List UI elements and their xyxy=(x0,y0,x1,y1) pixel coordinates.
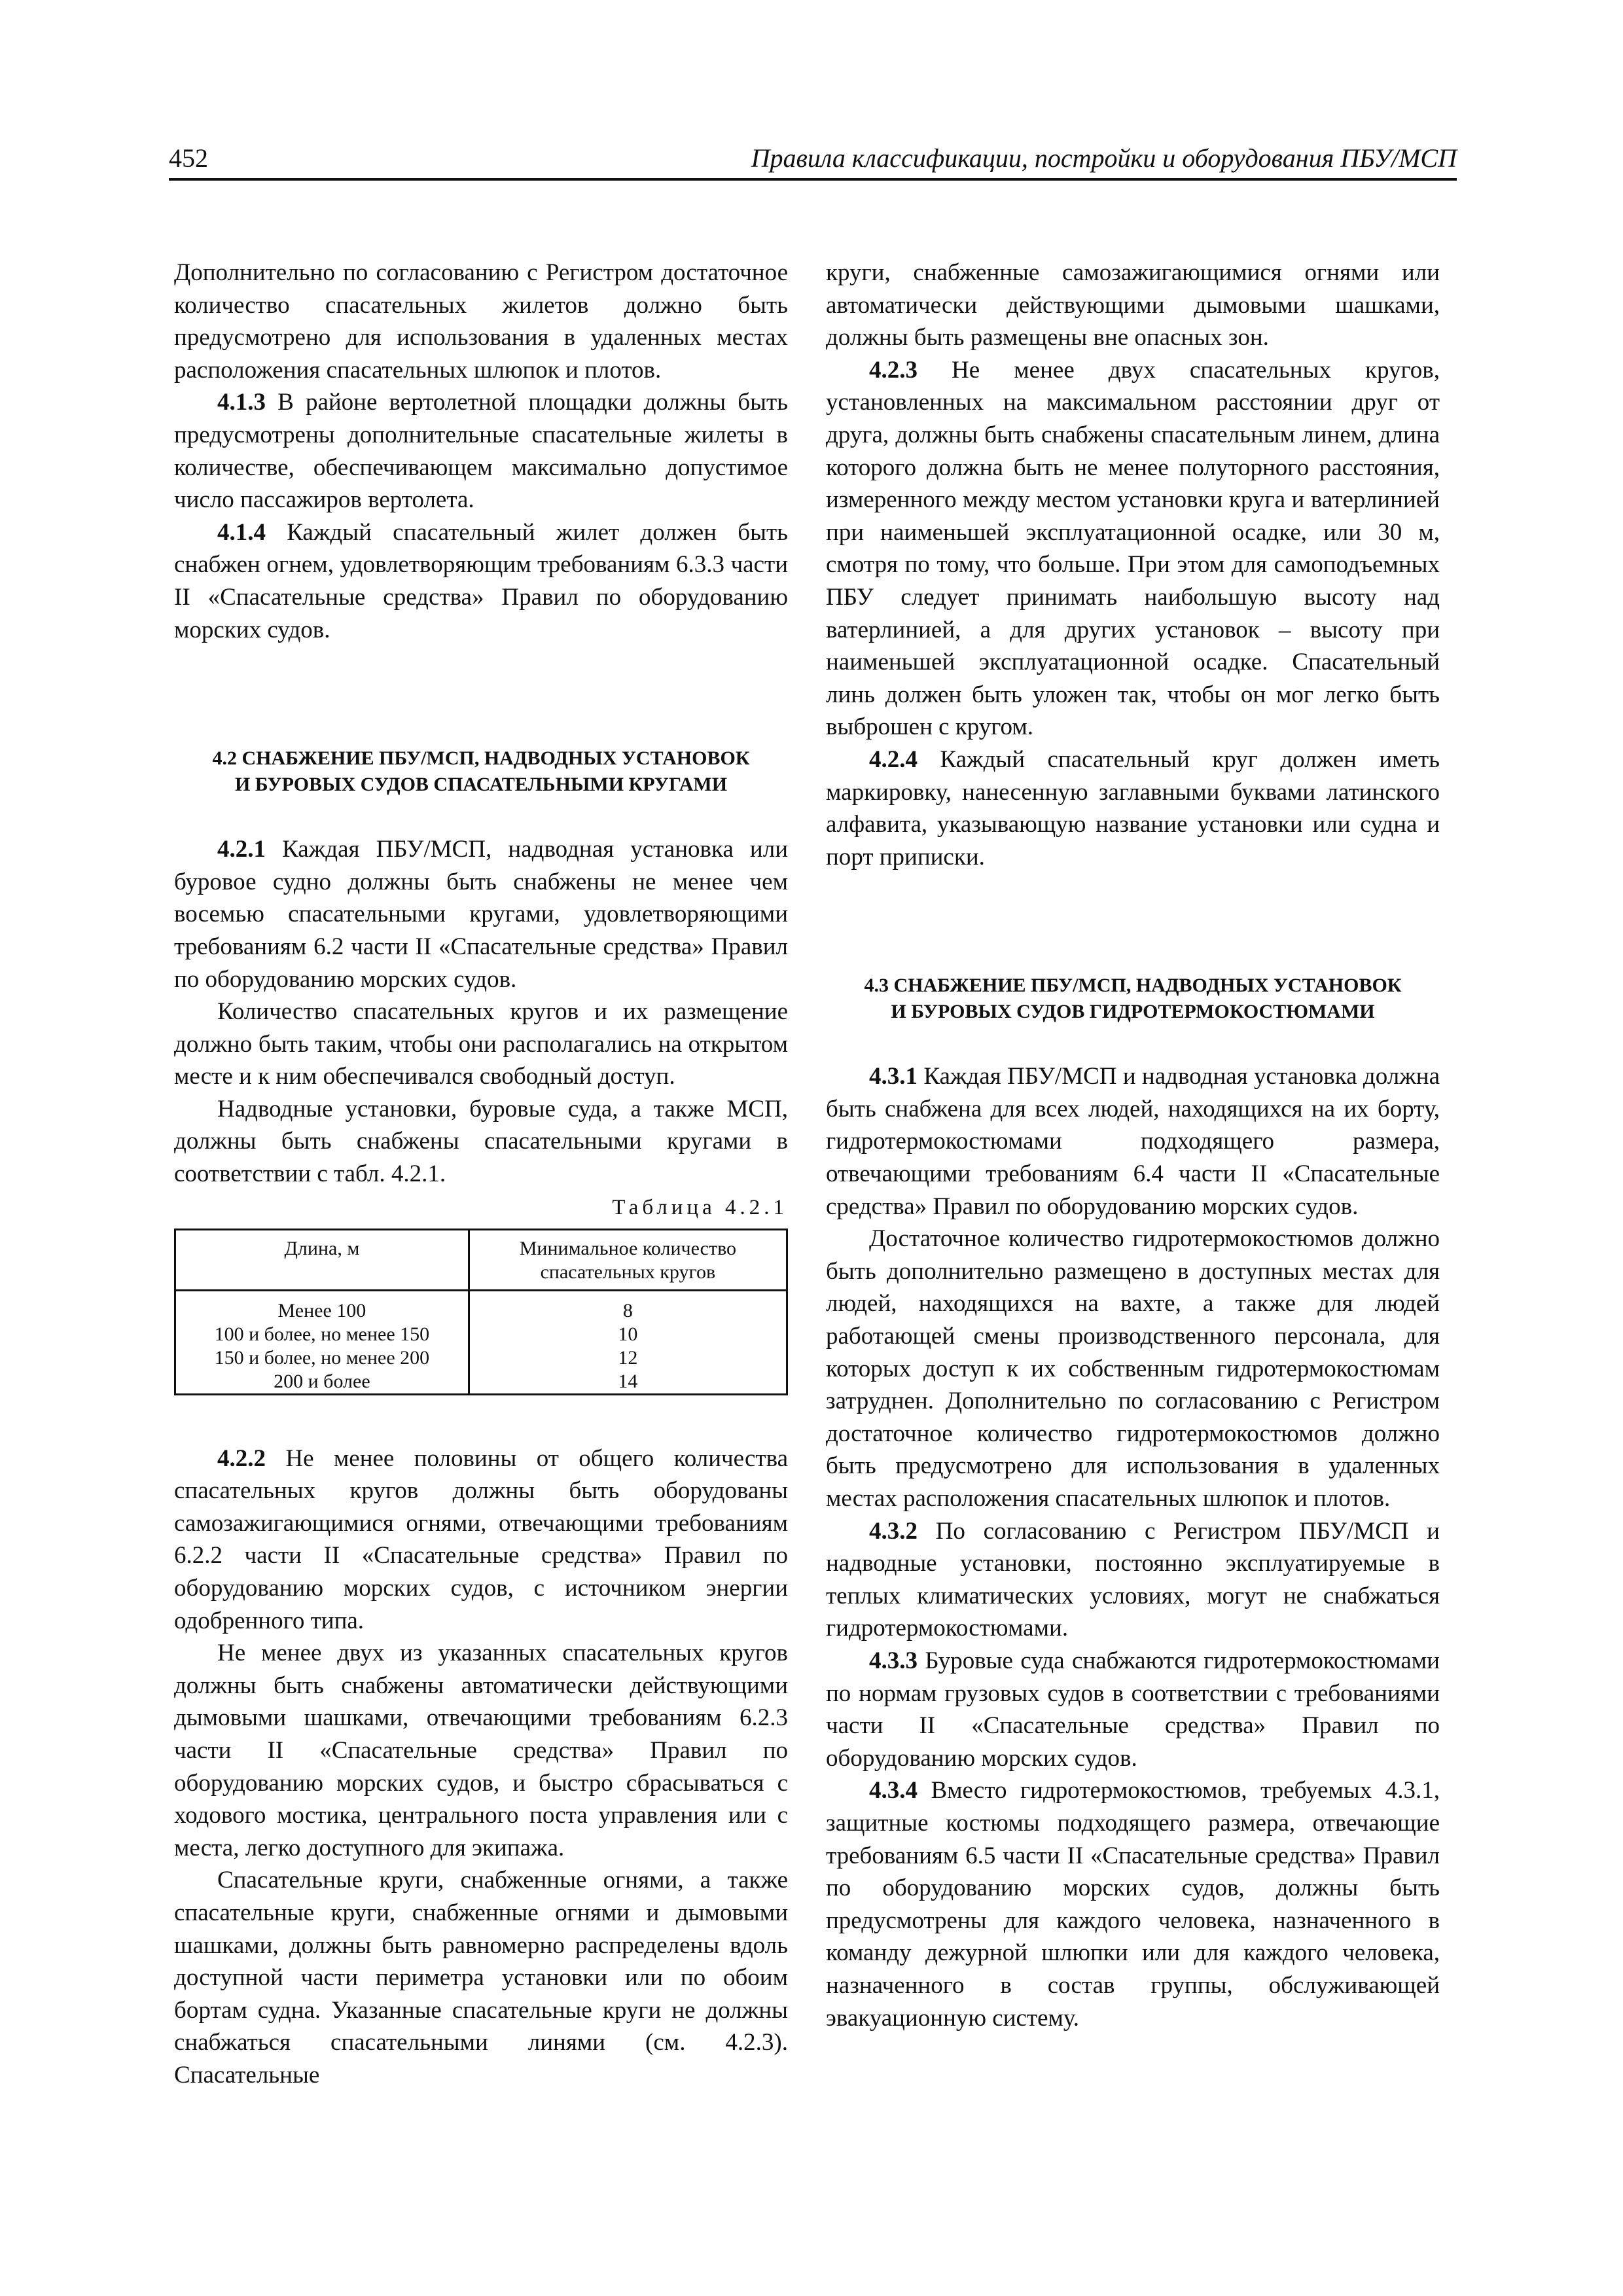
clause-number: 4.3.4 xyxy=(869,1777,918,1804)
table-cell-count: 10 xyxy=(469,1323,787,1346)
left-column xyxy=(174,257,788,2092)
table-cell-count: 8 xyxy=(469,1290,787,1323)
paragraph-4-1-4 xyxy=(174,516,788,646)
paragraph: круги, снабженные самозажигающимися огнями или автоматически действующими дымовыми шашками, должны быть размещены вне опасных зон. xyxy=(826,259,1440,351)
table-header-count: Минимальное количество спасательных кругов xyxy=(469,1229,787,1290)
table-cell-length: 100 и более, но менее 150 xyxy=(175,1323,469,1346)
clause-text: В районе вертолетной площадки должны быть предусмотрены дополнительные спасательные жилеты в количестве, обеспечивающем максимально допустимое число пассажиров вертолета. xyxy=(174,389,788,514)
clause-text: Каждый спасательный жилет должен быть снабжен огнем, удовлетворяющим требованиям 6.3.3 части II «Спасательные средства» Правил по оборудованию морских судов. xyxy=(174,518,788,643)
clause-text: Буровые суда снабжаются гидротермокостюмами по нормам грузовых судов в соответствии с требованиями части II «Спасательные средства» Правил по оборудованию морских судов. xyxy=(826,1647,1440,1772)
clause-number: 4.3.3 xyxy=(869,1647,918,1674)
table-header-row xyxy=(175,1229,787,1290)
clause-text: Вместо гидротермокостюмов, требуемых 4.3.1, защитные костюмы подходящего размера, отвечающие требованиям 6.5 части II «Спасательные средства» Правил по оборудованию морских судов, должны быть предусмотрены для каждого человека, назначенного в команду дежурной шлюпки или для каждого человека, назначенного в состав группы, обслуживающей эвакуационную систему. xyxy=(826,1777,1440,2032)
clause-number: 4.2.4 xyxy=(869,745,918,773)
clause-text: Каждая ПБУ/МСП, надводная установка или буровое судно должны быть снабжены не менее чем восемью спасательными кругами, удовлетворяющими требованиям 6.2 части II «Спасательные средства» Правил по оборудованию морских судов. xyxy=(174,836,788,993)
table-cell-count: 14 xyxy=(469,1370,787,1395)
header-rule xyxy=(169,178,1457,181)
right-column xyxy=(826,257,1440,2034)
section-heading-4-2 xyxy=(174,745,788,798)
clause-text: Не менее половины от общего количества спасательных кругов должны быть оборудованы самозажигающимися огнями, отвечающими требованиям 6.2.2 части II «Спасательные средства» Правил по оборудованию морских судов, с источником энергии одобренного типа. xyxy=(174,1444,788,1634)
spacer xyxy=(174,1395,788,1443)
page-header xyxy=(169,137,1457,179)
paragraph: Достаточное количество гидротермокостюмов должно быть дополнительно размещено в доступных местах для людей, находящихся на вахте, а также для людей работающей смены производственного персонала, для которых доступ к их собственным гидротермокостюмам затруднен. Дополнительно по согласованию с Регистром достаточное количество гидротермокостюмов должно быть предусмотрено для использования в удаленных местах расположения спасательных шлюпок и плотов. xyxy=(826,1225,1440,1512)
clause-number: 4.2.3 xyxy=(869,356,918,384)
section-heading-line: И БУРОВЫХ СУДОВ ГИДРОТЕРМОКОСТЮМАМИ xyxy=(891,1001,1375,1023)
paragraph-4-2-4 xyxy=(826,744,1440,873)
paragraph-4-2-1 xyxy=(174,833,788,996)
clause-text: Каждый спасательный круг должен иметь маркировку, нанесенную заглавными буквами латинского алфавита, указывающую название установки или судна и порт приписки. xyxy=(826,745,1440,870)
table-row xyxy=(175,1370,787,1395)
paragraph-4-1-3 xyxy=(174,386,788,516)
spacer xyxy=(826,873,1440,973)
table-cell-length: 200 и более xyxy=(175,1370,469,1395)
paragraph-4-2-2 xyxy=(174,1443,788,1638)
lifebuoy-table xyxy=(174,1229,788,1395)
paragraph: Не менее двух из указанных спасательных кругов должны быть снабжены автоматически действующими дымовыми шашками, отвечающими требованиям 6.2.3 части II «Спасательные средства» Правил по оборудованию морских судов, и быстро сбрасываться с ходового мостика, центрального поста управления или с места, легко доступного для экипажа. xyxy=(174,1640,788,1861)
clause-text: Не менее двух спасательных кругов, установленных на максимальном расстоянии друг от друга, должны быть снабжены спасательным линем, длина которого должна быть не менее полуторного расстояния, измеренного между местом установки круга и ватерлинией при наименьшей эксплуатационной осадке, или 30 м, смотря по тому, что больше. При этом для самоподъемных ПБУ следует принимать наибольшую высоту над ватерлинией, а для других установок – высоту при наименьшей эксплуатационной осадке. Спасательный линь должен быть уложен так, чтобы он мог легко быть выброшен с кругом. xyxy=(826,356,1440,741)
paragraph: Количество спасательных кругов и их размещение должно быть таким, чтобы они располагались на открытом месте и к ним обеспечивался свободный доступ. xyxy=(174,998,788,1090)
spacer xyxy=(174,646,788,745)
table-row xyxy=(175,1323,787,1346)
spacer xyxy=(174,798,788,833)
table-cell-count: 12 xyxy=(469,1346,787,1370)
paragraph-4-3-3 xyxy=(826,1645,1440,1774)
clause-text: Каждая ПБУ/МСП и надводная установка должна быть снабжена для всех людей, находящихся на их борту, гидротермокостюмами подходящего размера, отвечающими требованиям 6.4 части II «Спасательные средства» Правил по оборудованию морских судов. xyxy=(826,1063,1440,1220)
table-cell-length: Менее 100 xyxy=(175,1290,469,1323)
section-heading-line: И БУРОВЫХ СУДОВ СПАСАТЕЛЬНЫМИ КРУГАМИ xyxy=(234,774,728,796)
clause-number: 4.1.3 xyxy=(217,389,266,416)
clause-number: 4.2.1 xyxy=(217,836,266,863)
paragraph: Дополнительно по согласованию с Регистром достаточное количество спасательных жилетов должно быть предусмотрено для использования в удаленных местах расположения спасательных шлюпок и плотов. xyxy=(174,259,788,384)
clause-number: 4.2.2 xyxy=(217,1444,266,1472)
section-heading-4-3 xyxy=(826,973,1440,1025)
spacer xyxy=(826,1025,1440,1060)
clause-text: По согласованию с Регистром ПБУ/МСП и надводные установки, постоянно эксплуатируемые в теплых климатических условиях, могут не снабжаться гидротермокостюмами. xyxy=(826,1517,1440,1642)
paragraph-4-3-4 xyxy=(826,1774,1440,2034)
paragraph-4-3-2 xyxy=(826,1515,1440,1645)
table-caption: Таблица 4.2.1 xyxy=(612,1195,788,1219)
paragraph-4-3-1 xyxy=(826,1060,1440,1223)
section-heading-line: 4.3 СНАБЖЕНИЕ ПБУ/МСП, НАДВОДНЫХ УСТАНОВОК xyxy=(864,975,1402,997)
clause-number: 4.3.2 xyxy=(869,1517,918,1545)
clause-number: 4.3.1 xyxy=(869,1063,918,1090)
page-number: 452 xyxy=(169,143,208,173)
table-row xyxy=(175,1346,787,1370)
paragraph: Надводные установки, буровые суда, а также МСП, должны быть снабжены спасательными кругами в соответствии с табл. 4.2.1. xyxy=(174,1095,788,1188)
table-header-length: Длина, м xyxy=(175,1229,469,1290)
table-cell-length: 150 и более, но менее 200 xyxy=(175,1346,469,1370)
section-heading-line: 4.2 СНАБЖЕНИЕ ПБУ/МСП, НАДВОДНЫХ УСТАНОВОК xyxy=(212,747,750,770)
table-row xyxy=(175,1290,787,1323)
running-title: Правила классификации, постройки и оборудования ПБУ/МСП xyxy=(751,143,1457,173)
paragraph-4-2-3 xyxy=(826,354,1440,744)
paragraph: Спасательные круги, снабженные огнями, а также спасательные круги, снабженные огнями и дымовыми шашками, должны быть равномерно распределены вдоль доступной части периметра установки или по обоим бортам судна. Указанные спасательные круги не должны снабжаться спасательными линями (см. 4.2.3). Спасательные xyxy=(174,1867,788,2089)
clause-number: 4.1.4 xyxy=(217,518,266,546)
